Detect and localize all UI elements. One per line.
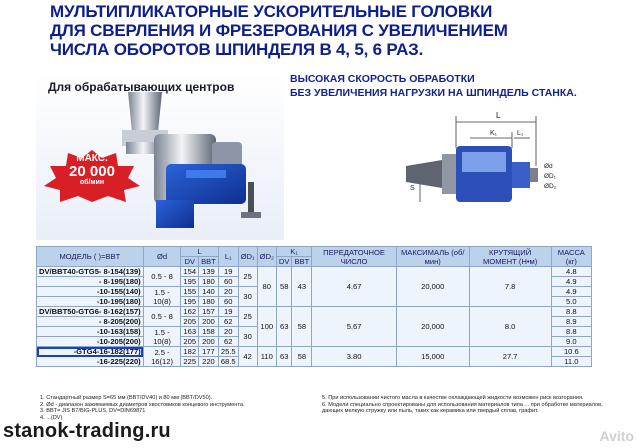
cell-ratio: 4.67	[312, 267, 397, 307]
cell-d1: 25	[238, 307, 257, 327]
cell-l-dv: 205	[181, 317, 199, 327]
cell-model: -10-155(140)	[37, 287, 144, 297]
diagram-label-d2: ØD₂	[544, 183, 557, 190]
cell-l1: 25.5	[218, 347, 238, 357]
cell-k1-dv: 58	[276, 267, 292, 307]
badge-value: 20 000	[69, 163, 115, 180]
cell-l1: 19	[218, 267, 238, 277]
diagram-label-s: S	[410, 185, 415, 192]
header-l1: L₁	[218, 247, 238, 267]
badge-unit: об/мин	[79, 179, 105, 186]
cell-l-dv: 205	[181, 337, 199, 347]
header-model: МОДЕЛЬ ( )=BBT	[37, 247, 144, 267]
cell-mass: 11.0	[551, 357, 591, 367]
cell-l-dv: 155	[181, 287, 199, 297]
cell-k1-dv: 63	[276, 347, 292, 367]
cell-mass: 4.9	[551, 287, 591, 297]
notes-left	[40, 395, 340, 421]
cell-mass: 9.0	[551, 337, 591, 347]
watermark: Avito	[599, 428, 634, 444]
cell-d1: 30	[238, 287, 257, 307]
cell-l-dv: 154	[181, 267, 199, 277]
cell-d: 1.5 - 10(8)	[143, 287, 181, 307]
cell-d2: 110	[257, 347, 276, 367]
cell-model: -10-163(158)	[37, 327, 144, 337]
cell-l-bbt: 177	[199, 347, 219, 357]
note-1: 1. Стандартный размер S=65 мм (BBT/DV40) и 80 мм (BBT/DV50).	[40, 395, 213, 401]
cell-d: 0.5 - 8	[143, 267, 181, 287]
cell-l-bbt: 180	[199, 277, 219, 287]
cell-model: -10-195(180)	[37, 297, 144, 307]
spec-table-body	[37, 267, 592, 367]
cell-d1: 30	[238, 327, 257, 347]
header-k1-bbt: BBT	[292, 257, 312, 267]
subtitle-line-1: ВЫСОКАЯ СКОРОСТЬ ОБРАБОТКИ	[290, 73, 475, 85]
cell-mass: 8.9	[551, 317, 591, 327]
subtitle	[290, 72, 577, 100]
cell-model: - 8-195(180)	[37, 277, 144, 287]
title-line-3: ЧИСЛА ОБОРОТОВ ШПИНДЕЛЯ В 4, 5, 6 РАЗ.	[50, 40, 424, 59]
subtitle-line-2: БЕЗ УВЕЛИЧЕНИЯ НАГРУЗКИ НА ШПИНДЕЛЬ СТАНКА.	[290, 87, 577, 99]
photo-caption: Для обрабатывающих центров	[48, 80, 235, 94]
cell-l-bbt: 140	[199, 287, 219, 297]
cell-torque: 8.0	[469, 307, 551, 347]
header-max-rpm: MAКСИМАЛЬ (об/мин)	[396, 247, 469, 267]
cell-model: -GTG4-16-182(177)	[37, 347, 144, 357]
note-5: 5. При использовании чистого масла в качестве охлаждающей жидкости возможен риск возгорания.	[322, 395, 584, 401]
cell-l-dv: 195	[181, 297, 199, 307]
header-l: L	[181, 247, 218, 257]
cell-ratio: 5.67	[312, 307, 397, 347]
cell-l1: 62	[218, 317, 238, 327]
cell-l-dv: 182	[181, 347, 199, 357]
notes-right	[322, 395, 622, 415]
title-line-2: ДЛЯ СВЕРЛЕНИЯ И ФРЕЗЕРОВАНИЯ С УВЕЛИЧЕНИЕМ	[50, 21, 508, 40]
cell-mass: 4.9	[551, 277, 591, 287]
header-k1-dv: DV	[276, 257, 292, 267]
diagram-label-d1: ØD₁	[544, 173, 556, 180]
cell-model: - 8-205(200)	[37, 317, 144, 327]
cell-d1: 42	[238, 347, 257, 367]
diagram-label-d: Ød	[544, 163, 553, 170]
badge-label: МАКС.	[76, 153, 108, 164]
cell-torque: 27.7	[469, 347, 551, 367]
header-k1: K₁	[276, 247, 311, 257]
table-row	[37, 307, 592, 317]
cell-l-bbt: 139	[199, 267, 219, 277]
cell-l-bbt: 200	[199, 337, 219, 347]
cell-k1-bbt: 58	[292, 347, 312, 367]
note-6: 6. Модели специально спроектированы для использования материалов типа ... при обработке материалов, дающих мелкую стружку или пыль, таких как керамика или твердый сплав, графит.	[322, 401, 603, 415]
cell-k1-bbt: 58	[292, 307, 312, 347]
cell-l-bbt: 158	[199, 327, 219, 337]
cell-d2: 100	[257, 307, 276, 347]
cell-l1: 60	[218, 277, 238, 287]
cell-mass: 8.8	[551, 327, 591, 337]
diagram-label-l: L	[496, 111, 501, 120]
cell-k1-bbt: 43	[292, 267, 312, 307]
site-url: stanok-trading.ru	[3, 420, 171, 442]
spec-table	[36, 246, 592, 367]
cell-max-rpm: 20,000	[396, 267, 469, 307]
note-3: 3. BBT= JIS B7/BIG-PLUS, DV=DIN69871	[40, 408, 146, 415]
header-d: Ød	[143, 247, 181, 267]
cell-l1: 20	[218, 327, 238, 337]
header-ratio: ПЕРЕДАТОЧНОЕ ЧИСЛО	[312, 247, 397, 267]
cell-l-dv: 225	[181, 357, 199, 367]
table-row	[37, 267, 592, 277]
cell-mass: 4.8	[551, 267, 591, 277]
header-torque: КРУТЯЩИЙ МОМЕНТ (Н•м)	[469, 247, 551, 267]
cell-max-rpm: 15,000	[396, 347, 469, 367]
header-l-dv: DV	[181, 257, 199, 267]
cell-mass: 8.8	[551, 307, 591, 317]
cell-max-rpm: 20,000	[396, 307, 469, 347]
cell-l-bbt: 157	[199, 307, 219, 317]
header-mass: МАССА (кг)	[551, 247, 591, 267]
dimension-diagram	[396, 108, 636, 218]
cell-model: -16-225(220)	[37, 357, 144, 367]
diagram-label-l1: L₁	[517, 130, 524, 137]
cell-d2: 80	[257, 267, 276, 307]
cell-l-dv: 162	[181, 307, 199, 317]
note-2: 2. Ød - диапазон зажимаемых диаметров хвостовиков концевого инструмента.	[40, 401, 245, 408]
page-title	[50, 2, 630, 59]
cell-model: DV/BBT40-GTG5- 8-154(139)	[37, 267, 144, 277]
cell-l1: 62	[218, 337, 238, 347]
cell-l-dv: 195	[181, 277, 199, 287]
header-l-bbt: BBT	[199, 257, 219, 267]
cell-l1: 20	[218, 287, 238, 297]
cell-mass: 5.0	[551, 297, 591, 307]
cell-l1: 19	[218, 307, 238, 317]
cell-l-bbt: 200	[199, 317, 219, 327]
header-d1: ØD₁	[238, 247, 257, 267]
title-line-1: МУЛЬТИПЛИКАТОРНЫЕ УСКОРИТЕЛЬНЫЕ ГОЛОВКИ	[50, 2, 493, 21]
cell-l1: 68.5	[218, 357, 238, 367]
diagram-label-k1: K₁	[490, 130, 498, 137]
cell-ratio: 3.80	[312, 347, 397, 367]
max-rpm-badge-text	[44, 150, 140, 186]
cell-d: 2.5 - 16(12)	[143, 347, 181, 367]
cell-d: 1.5 - 10(8)	[143, 327, 181, 347]
cell-d: 0.5 - 8	[143, 307, 181, 327]
header-d2: ØD₂	[257, 247, 276, 267]
cell-torque: 7.8	[469, 267, 551, 307]
cell-model: DV/BBT50-GTG6- 8-162(157)	[37, 307, 144, 317]
table-row	[37, 347, 592, 357]
cell-l-bbt: 220	[199, 357, 219, 367]
cell-l-dv: 163	[181, 327, 199, 337]
cell-k1-dv: 63	[276, 307, 292, 347]
cell-mass: 10.6	[551, 347, 591, 357]
cell-l-bbt: 180	[199, 297, 219, 307]
cell-d1: 25	[238, 267, 257, 287]
cell-model: -10-205(200)	[37, 337, 144, 347]
cell-l1: 60	[218, 297, 238, 307]
note-4: 4. ...(DV)	[40, 414, 63, 421]
